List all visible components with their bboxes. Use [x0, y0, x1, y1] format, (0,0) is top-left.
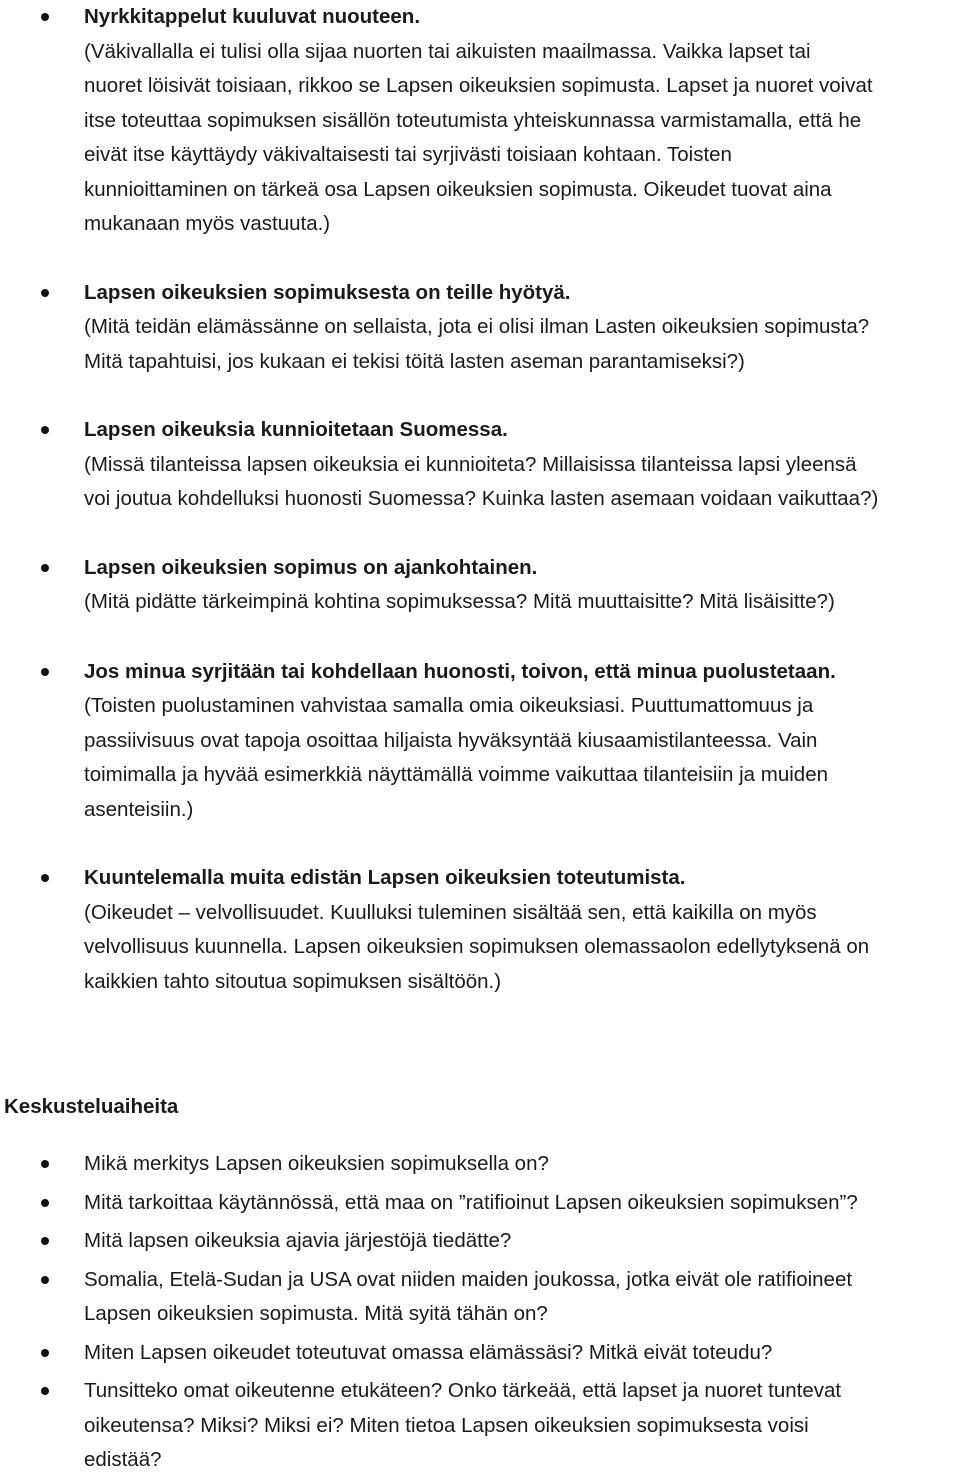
question-text-line: Somalia, Etelä-Sudan ja USA ovat niiden maiden joukossa, jotka eivät ole ratifioineet [84, 1267, 853, 1291]
principle-text-line: (Mitä pidätte tärkeimpinä kohtina sopimuksessa? Mitä muuttaisitte? Mitä lisäisitte?) [84, 590, 835, 613]
principle-text-line: Mitä tapahtuisi, jos kukaan ei tekisi töitä lasten aseman parantamiseksi?) [84, 349, 745, 373]
principle-text-line: (Oikeudet – velvollisuudet. Kuulluksi tuleminen sisältää sen, että kaikilla on myös [84, 900, 817, 924]
principle-item [0, 655, 960, 828]
principle-heading: Jos minua syrjitään tai kohdellaan huonosti, toivon, että minua puolustetaan. [84, 659, 836, 683]
principle-heading: Nyrkkitappelut kuuluvat nuouteen. [84, 5, 421, 28]
discussion-title: Keskusteluaiheita [4, 1095, 179, 1118]
principle-item [0, 0, 960, 242]
principle-text-line: asenteisiin.) [84, 797, 194, 821]
bullet-icon [41, 668, 49, 676]
principle-text-line: itse toteuttaa sopimuksen sisällön toteutumista yhteiskunnassa varmistamalla, että he [84, 108, 862, 132]
bullet-icon [41, 1237, 49, 1245]
bullet-icon [41, 1276, 49, 1284]
question-text-line: Mitä lapsen oikeuksia ajavia järjestöjä tiedätte? [84, 1229, 512, 1252]
principle-heading: Kuuntelemalla muita edistän Lapsen oikeuksien toteutumista. [84, 866, 686, 889]
principle-text-line: voi joutua kohdelluksi huonosti Suomessa? Kuinka lasten asemaan voidaan vaikuttaa?) [84, 487, 879, 510]
principle-item [0, 413, 960, 517]
principle-text-line: nuoret löisivät toisiaan, rikkoo se Lapsen oikeuksien sopimusta. Lapset ja nuoret voivat [84, 74, 873, 97]
discussion-question [0, 1263, 960, 1332]
principle-item [0, 276, 960, 380]
principle-heading: Lapsen oikeuksien sopimuksesta on teille hyötyä. [84, 280, 571, 304]
discussion-question [0, 1336, 960, 1371]
principle-text-line: toimimalla ja hyvää esimerkkiä näyttämällä voimme vaikuttaa tilanteisiin ja muiden [84, 763, 829, 786]
principle-heading: Lapsen oikeuksien sopimus on ajankohtainen. [84, 555, 538, 579]
question-text-line: oikeutensa? Miksi? Miksi ei? Miten tietoa Lapsen oikeuksien sopimuksesta voisi [84, 1413, 809, 1437]
discussion-question [0, 1147, 960, 1182]
question-text-line: Mikä merkitys Lapsen oikeuksien sopimuksella on? [84, 1152, 549, 1175]
principle-text-line: (Toisten puolustaminen vahvistaa samalla omia oikeuksiasi. Puuttumattomuus ja [84, 694, 814, 717]
principle-text-line: kunnioittaminen on tärkeä osa Lapsen oikeuksien sopimusta. Oikeudet tuovat aina [84, 177, 832, 201]
discussion-question [0, 1186, 960, 1221]
bullet-icon [41, 564, 49, 572]
principle-heading: Lapsen oikeuksia kunnioitetaan Suomessa. [84, 418, 508, 441]
question-text-line: edistää? [84, 1448, 162, 1471]
bullet-icon [41, 13, 49, 21]
bullet-icon [41, 1387, 49, 1395]
question-text-line: Miten Lapsen oikeudet toteutuvat omassa elämässäsi? Mitkä eivät toteudu? [84, 1340, 773, 1364]
principle-text-line: mukanaan myös vastuuta.) [84, 212, 331, 235]
principle-text-line: velvollisuus kuunnella. Lapsen oikeuksien sopimuksen olemassaolon edellytyksenä on [84, 935, 870, 958]
principle-text-line: (Väkivallalla ei tulisi olla sijaa nuorten tai aikuisten maailmassa. Vaikka lapset tai [84, 39, 811, 63]
principle-text-line: passiivisuus ovat tapoja osoittaa hiljaista hyväksyntää kiusaamistilanteessa. Vain [84, 728, 818, 752]
bullet-icon [41, 289, 49, 297]
question-text-line: Tunsitteko omat oikeutenne etukäteen? Onko tärkeää, että lapset ja nuoret tuntevat [84, 1379, 842, 1402]
discussion-question [0, 1224, 960, 1259]
principle-text-line: kaikkien tahto sitoutua sopimuksen sisältöön.) [84, 969, 502, 993]
question-text-line: Mitä tarkoittaa käytännössä, että maa on ”ratifioinut Lapsen oikeuksien sopimuksen”? [84, 1190, 858, 1214]
bullet-icon [41, 1199, 49, 1207]
discussion-question [0, 1374, 960, 1478]
principle-text-line: eivät itse käyttäydy väkivaltaisesti tai syrjivästi toisiaan kohtaan. Toisten [84, 143, 732, 166]
discussion-question-list [0, 1147, 960, 1478]
question-text-line: Lapsen oikeuksien sopimusta. Mitä syitä tähän on? [84, 1302, 548, 1325]
bullet-icon [41, 874, 49, 882]
principle-text-line: (Mitä teidän elämässänne on sellaista, jota ei olisi ilman Lasten oikeuksien sopimusta? [84, 315, 870, 338]
principle-item [0, 551, 960, 620]
bullet-icon [41, 1160, 49, 1168]
principle-text-line: (Missä tilanteissa lapsen oikeuksia ei kunnioiteta? Millaisissa tilanteissa lapsi yleensä [84, 452, 857, 476]
bullet-icon [41, 1349, 49, 1357]
bullet-icon [41, 426, 49, 434]
principle-item [0, 861, 960, 999]
